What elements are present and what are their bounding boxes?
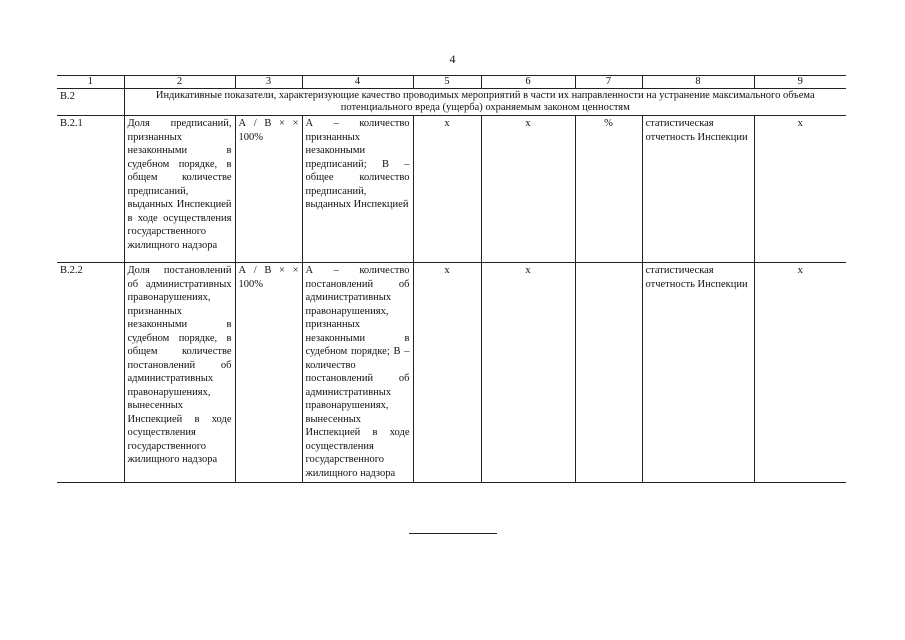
column-header: 5 [413, 76, 481, 89]
cell-col9: х [754, 116, 846, 263]
page-number: 4 [449, 52, 456, 66]
column-number-row [57, 76, 846, 89]
column-header: 9 [754, 76, 846, 89]
indicator-name: Доля постановлений об административных правонарушениях, признанных незаконными в судебном порядке, в общем количестве постановлений об административных правонарушениях, вынесенных Инспекцией в ходе осуществления государственного жилищного надзора [124, 263, 235, 483]
cell-col5: х [413, 116, 481, 263]
indicator-comment: А – количество постановлений об административных правонарушениях, признанных незаконными в судебном порядке; В – количество постановлений об административных правонарушениях, вынесенных Инспекцией в ходе осуществления государственного жилищного надзора [302, 263, 413, 483]
section-row [57, 89, 846, 116]
column-header: 1 [57, 76, 124, 89]
cell-col5: х [413, 263, 481, 483]
footnote-separator [409, 533, 497, 534]
column-header: 6 [481, 76, 575, 89]
table-row [57, 263, 846, 483]
cell-unit [575, 263, 642, 483]
table-row [57, 116, 846, 263]
indicator-source: статистическая отчетность Инспекции [642, 116, 754, 263]
indicators-table [57, 75, 846, 483]
indicator-formula: А / В × × 100% [235, 116, 302, 263]
indicator-name: Доля предписаний, признанных незаконными в судебном порядке, в общем количестве предписаний, выданных Инспекцией в ходе осуществления государственного жилищного надзора [124, 116, 235, 263]
column-header: 3 [235, 76, 302, 89]
indicator-formula: А / В × × 100% [235, 263, 302, 483]
section-code: В.2 [57, 89, 124, 116]
indicator-comment: А – количество признанных незаконными предписаний; В – общее количество предписаний, выданных Инспекцией [302, 116, 413, 263]
column-header: 4 [302, 76, 413, 89]
cell-col6: х [481, 116, 575, 263]
cell-col9: х [754, 263, 846, 483]
cell-unit: % [575, 116, 642, 263]
column-header: 8 [642, 76, 754, 89]
column-header: 7 [575, 76, 642, 89]
row-code: В.2.1 [57, 116, 124, 263]
column-header: 2 [124, 76, 235, 89]
section-title: Индикативные показатели, характеризующие качество проводимых мероприятий в части их направленности на устранение максимального объема потенциального вреда (ущерба) охраняемым законом ценностям [124, 89, 846, 116]
indicator-source: статистическая отчетность Инспекции [642, 263, 754, 483]
cell-col6: х [481, 263, 575, 483]
row-code: В.2.2 [57, 263, 124, 483]
